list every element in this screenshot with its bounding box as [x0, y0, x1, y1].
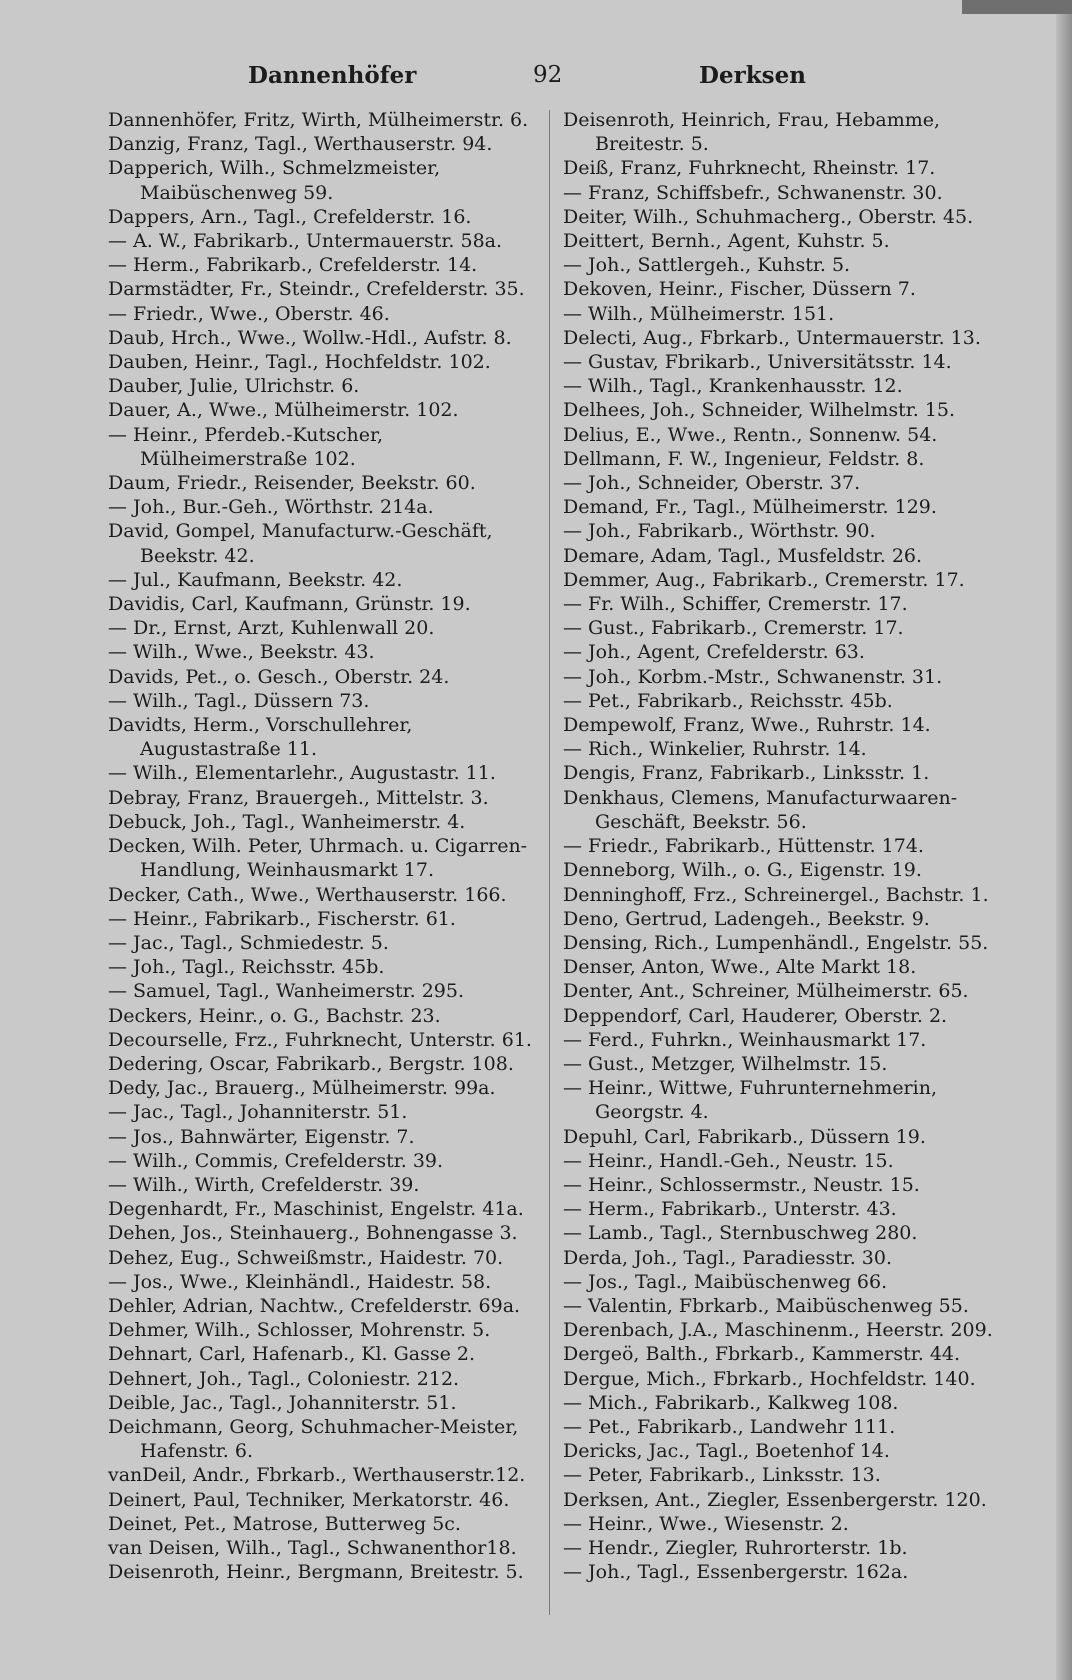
directory-entry: — Jos., Tagl., Maibüschenweg 66. [563, 1270, 888, 1293]
directory-entry: Dedy, Jac., Brauerg., Mülheimerstr. 99a. [108, 1077, 496, 1100]
directory-entry: Degenhardt, Fr., Maschinist, Engelstr. 41a. [108, 1198, 524, 1221]
directory-entry: — Friedr., Wwe., Oberstr. 46. [108, 302, 390, 325]
directory-entry: Davidis, Carl, Kaufmann, Grünstr. 19. [108, 593, 471, 616]
directory-entry: vanDeil, Andr., Fbrkarb., Werthauserstr.12. [108, 1464, 526, 1487]
directory-entry: Demmer, Aug., Fabrikarb., Cremerstr. 17. [563, 568, 965, 591]
directory-entry: Dannenhöfer, Fritz, Wirth, Mülheimerstr. 6. [108, 109, 529, 131]
directory-entry: Dehnert, Joh., Tagl., Coloniestr. 212. [108, 1367, 460, 1390]
directory-entry: — Fr. Wilh., Schiffer, Cremerstr. 17. [563, 593, 908, 616]
directory-entry: Depuhl, Carl, Fabrikarb., Düssern 19. [563, 1125, 926, 1148]
directory-entry: Derda, Joh., Tagl., Paradiesstr. 30. [563, 1246, 893, 1269]
directory-entry: — Valentin, Fbrkarb., Maibüschenweg 55. [563, 1294, 969, 1317]
directory-entry: Dergeö, Balth., Fbrkarb., Kammerstr. 44. [563, 1343, 961, 1366]
directory-entry: — Herm., Fabrikarb., Crefelderstr. 14. [108, 254, 478, 277]
directory-entry: Dehler, Adrian, Nachtw., Crefelderstr. 69a. [108, 1294, 521, 1317]
directory-entry: van Deisen, Wilh., Tagl., Schwanenthor18. [108, 1536, 517, 1559]
directory-entry: Dehez, Eug., Schweißmstr., Haidestr. 70. [108, 1246, 504, 1269]
header-left-catchword: Dannenhöfer [248, 62, 417, 89]
directory-entry: — Heinr., Wittwe, Fuhrunternehmerin, Georgstr. 4. [563, 1077, 937, 1124]
directory-entry: Daum, Friedr., Reisender, Beekstr. 60. [108, 472, 476, 495]
directory-entry: — Joh., Tagl., Essenbergerstr. 162a. [563, 1561, 909, 1584]
directory-entry: Denninghoff, Frz., Schreinergel., Bachstr. 1. [563, 883, 989, 906]
directory-entry: — Heinr., Handl.-Geh., Neustr. 15. [563, 1149, 894, 1172]
directory-entry: Deisenroth, Heinr., Bergmann, Breitestr. 5. [108, 1561, 524, 1584]
directory-entry: — Herm., Fabrikarb., Unterstr. 43. [563, 1198, 897, 1221]
directory-entry: — Jac., Tagl., Schmiedestr. 5. [108, 931, 389, 954]
directory-entry: Dengis, Franz, Fabrikarb., Linksstr. 1. [563, 762, 930, 785]
directory-entry: Delhees, Joh., Schneider, Wilhelmstr. 15. [563, 399, 956, 422]
directory-entry: — Wilh., Commis, Crefelderstr. 39. [108, 1149, 444, 1172]
directory-entry: — Wilh., Mülheimerstr. 151. [563, 302, 835, 325]
directory-entry: Deible, Jac., Tagl., Johanniterstr. 51. [108, 1391, 457, 1414]
directory-entry: — Jos., Bahnwärter, Eigenstr. 7. [108, 1125, 415, 1148]
directory-entry: — Franz, Schiffsbefr., Schwanenstr. 30. [563, 181, 943, 204]
directory-entry: — Wilh., Wwe., Beekstr. 43. [108, 641, 375, 664]
directory-entry: Debuck, Joh., Tagl., Wanheimerstr. 4. [108, 810, 466, 833]
directory-entry: Delius, E., Wwe., Rentn., Sonnenw. 54. [563, 423, 938, 446]
directory-entry: Derenbach, J.A., Maschinenm., Heerstr. 209. [563, 1319, 993, 1342]
directory-entry: Dehen, Jos., Steinhauerg., Bohnengasse 3. [108, 1222, 518, 1245]
directory-entry: Deiter, Wilh., Schuhmacherg., Oberstr. 45. [563, 205, 974, 228]
directory-entry: — Gust., Fabrikarb., Cremerstr. 17. [563, 617, 904, 640]
directory-entry: Decker, Cath., Wwe., Werthauserstr. 166. [108, 883, 507, 906]
directory-entry: Denkhaus, Clemens, Manufacturwaaren-Geschäft, Beekstr. 56. [563, 786, 958, 833]
directory-entry: — Heinr., Wwe., Wiesenstr. 2. [563, 1512, 849, 1535]
directory-entry: — Joh., Korbm.-Mstr., Schwanenstr. 31. [563, 665, 943, 688]
directory-entry: Dedering, Oscar, Fabrikarb., Bergstr. 108. [108, 1052, 514, 1075]
directory-entry: — Joh., Sattlergeh., Kuhstr. 5. [563, 254, 851, 277]
directory-entry: Dergue, Mich., Fbrkarb., Hochfeldstr. 140. [563, 1367, 976, 1390]
scan-corner [962, 0, 1072, 14]
directory-entry: Dehnart, Carl, Hafenarb., Kl. Gasse 2. [108, 1343, 476, 1366]
directory-entry: — Heinr., Schlossermstr., Neustr. 15. [563, 1173, 920, 1196]
left-column [108, 108, 538, 1584]
directory-entry: — Friedr., Fabrikarb., Hüttenstr. 174. [563, 835, 924, 858]
directory-entry: — Wilh., Wirth, Crefelderstr. 39. [108, 1173, 420, 1196]
directory-entry: — Jos., Wwe., Kleinhändl., Haidestr. 58. [108, 1270, 492, 1293]
page-number: 92 [533, 62, 563, 88]
directory-entry: Denser, Anton, Wwe., Alte Markt 18. [563, 956, 917, 979]
directory-entry: — Wilh., Tagl., Krankenhausstr. 12. [563, 375, 903, 398]
directory-entry: — Lamb., Tagl., Sternbuschweg 280. [563, 1222, 918, 1245]
directory-entry: — Hendr., Ziegler, Ruhrorterstr. 1b. [563, 1536, 908, 1559]
directory-entry: Densing, Rich., Lumpenhändl., Engelstr. 55. [563, 931, 989, 954]
directory-entry: Debray, Franz, Brauergeh., Mittelstr. 3. [108, 786, 489, 809]
directory-entry: Dauber, Julie, Ulrichstr. 6. [108, 375, 360, 398]
directory-entry: Deisenroth, Heinrich, Frau, Hebamme, Breitestr. 5. [563, 109, 941, 156]
scan-edge [1056, 0, 1072, 1680]
directory-entry: — Jul., Kaufmann, Beekstr. 42. [108, 568, 403, 591]
directory-entry: Denneborg, Wilh., o. G., Eigenstr. 19. [563, 859, 922, 882]
directory-entry: Dehmer, Wilh., Schlosser, Mohrenstr. 5. [108, 1319, 491, 1342]
directory-entry: Dempewolf, Franz, Wwe., Ruhrstr. 14. [563, 714, 931, 737]
column-divider [549, 110, 550, 1615]
directory-entry: Dauer, A., Wwe., Mülheimerstr. 102. [108, 399, 459, 422]
directory-entry: Dericks, Jac., Tagl., Boetenhof 14. [563, 1440, 890, 1463]
page-header [95, 62, 995, 94]
directory-entry: — Joh., Bur.-Geh., Wörthstr. 214a. [108, 496, 434, 519]
directory-entry: Dellmann, F. W., Ingenieur, Feldstr. 8. [563, 447, 925, 470]
directory-entry: Danzig, Franz, Tagl., Werthauserstr. 94. [108, 133, 493, 156]
directory-entry: — Gust., Metzger, Wilhelmstr. 15. [563, 1052, 888, 1075]
directory-entry: — Joh., Agent, Crefelderstr. 63. [563, 641, 865, 664]
directory-entry: — Gustav, Fbrikarb., Universitätsstr. 14. [563, 351, 952, 374]
directory-entry: Daub, Hrch., Wwe., Wollw.-Hdl., Aufstr. 8. [108, 326, 512, 349]
directory-entry: Demand, Fr., Tagl., Mülheimerstr. 129. [563, 496, 937, 519]
right-column [563, 108, 998, 1584]
directory-entry: — Rich., Winkelier, Ruhrstr. 14. [563, 738, 867, 761]
directory-entry: Dekoven, Heinr., Fischer, Düssern 7. [563, 278, 916, 301]
directory-entry: — A. W., Fabrikarb., Untermauerstr. 58a. [108, 230, 503, 253]
directory-entry: — Pet., Fabrikarb., Reichsstr. 45b. [563, 689, 893, 712]
directory-entry: Demare, Adam, Tagl., Musfeldstr. 26. [563, 544, 923, 567]
directory-entry: — Joh., Schneider, Oberstr. 37. [563, 472, 861, 495]
directory-entry: — Wilh., Tagl., Düssern 73. [108, 689, 370, 712]
directory-entry: — Joh., Fabrikarb., Wörthstr. 90. [563, 520, 876, 543]
directory-entry: Deckers, Heinr., o. G., Bachstr. 23. [108, 1004, 441, 1027]
directory-entry: — Wilh., Elementarlehr., Augustastr. 11. [108, 762, 496, 785]
directory-entry: — Samuel, Tagl., Wanheimerstr. 295. [108, 980, 465, 1003]
directory-entry: Denter, Ant., Schreiner, Mülheimerstr. 65. [563, 980, 969, 1003]
directory-entry: — Dr., Ernst, Arzt, Kuhlenwall 20. [108, 617, 435, 640]
directory-entry: — Heinr., Pferdeb.-Kutscher, Mülheimerstraße 102. [108, 423, 384, 470]
directory-entry: — Peter, Fabrikarb., Linksstr. 13. [563, 1464, 881, 1487]
directory-entry: Deinert, Paul, Techniker, Merkatorstr. 46. [108, 1488, 510, 1511]
directory-entry: Darmstädter, Fr., Steindr., Crefelderstr. 35. [108, 278, 525, 301]
directory-entry: Deppendorf, Carl, Hauderer, Oberstr. 2. [563, 1004, 948, 1027]
directory-entry: — Jac., Tagl., Johanniterstr. 51. [108, 1101, 408, 1124]
directory-entry: Deittert, Bernh., Agent, Kuhstr. 5. [563, 230, 890, 253]
directory-entry: Delecti, Aug., Fbrkarb., Untermauerstr. 13. [563, 326, 981, 349]
directory-entry: Deinet, Pet., Matrose, Butterweg 5c. [108, 1512, 461, 1535]
directory-entry: Davids, Pet., o. Gesch., Oberstr. 24. [108, 665, 450, 688]
directory-entry: Deiß, Franz, Fuhrknecht, Rheinstr. 17. [563, 157, 936, 180]
directory-entry: Dauben, Heinr., Tagl., Hochfeldstr. 102. [108, 351, 491, 374]
directory-entry: Decourselle, Frz., Fuhrknecht, Unterstr. 61. [108, 1028, 532, 1051]
directory-entry: — Pet., Fabrikarb., Landwehr 111. [563, 1415, 896, 1438]
directory-entry: — Heinr., Fabrikarb., Fischerstr. 61. [108, 907, 456, 930]
directory-entry: Decken, Wilh. Peter, Uhrmach. u. Cigarren-Handlung, Weinhausmarkt 17. [108, 835, 528, 882]
directory-entry: Davidts, Herm., Vorschullehrer, Augustastraße 11. [108, 714, 413, 761]
directory-entry: Derksen, Ant., Ziegler, Essenbergerstr. 120. [563, 1488, 987, 1511]
header-right-catchword: Derksen [699, 62, 806, 89]
directory-entry: — Mich., Fabrikarb., Kalkweg 108. [563, 1391, 899, 1414]
directory-entry: Dapperich, Wilh., Schmelzmeister, Maibüschenweg 59. [108, 157, 441, 204]
directory-entry: — Ferd., Fuhrkn., Weinhausmarkt 17. [563, 1028, 927, 1051]
directory-entry: Deichmann, Georg, Schuhmacher-Meister, Hafenstr. 6. [108, 1415, 519, 1463]
directory-entry: David, Gompel, Manufacturw.-Geschäft, Beekstr. 42. [108, 520, 493, 567]
directory-entry: Dappers, Arn., Tagl., Crefelderstr. 16. [108, 205, 472, 228]
directory-entry: Deno, Gertrud, Ladengeh., Beekstr. 9. [563, 907, 930, 930]
directory-entry: — Joh., Tagl., Reichsstr. 45b. [108, 956, 385, 979]
